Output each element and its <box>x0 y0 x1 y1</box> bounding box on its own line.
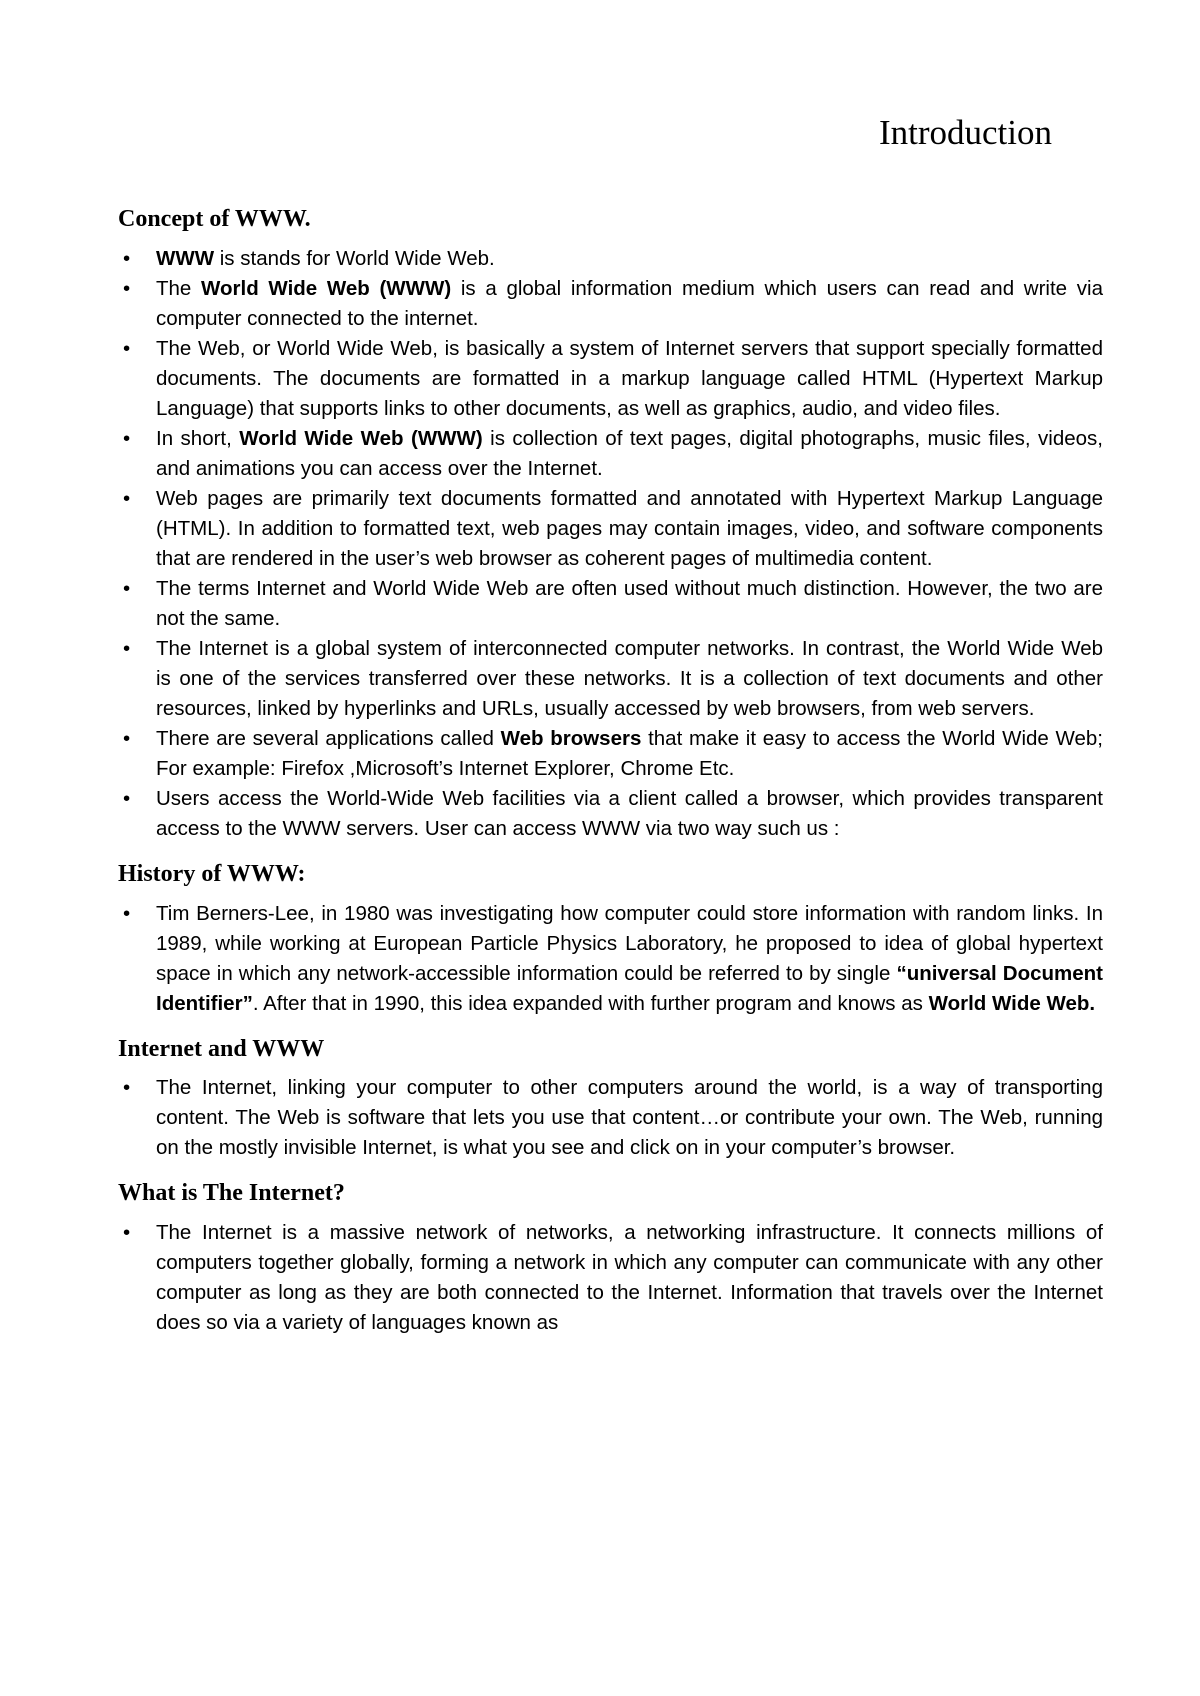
bullet-item <box>118 574 1103 634</box>
bullet-item <box>118 244 1103 274</box>
text-run: There are several applications called <box>156 726 501 750</box>
section-2 <box>118 860 1103 1019</box>
bullet-icon: • <box>123 576 131 600</box>
bullet-item <box>118 724 1103 784</box>
text-run: is collection of text pages, digital photographs, music files, videos, and animations you can access over the Internet. <box>156 426 1103 480</box>
section-heading: What is The Internet? <box>118 1180 345 1207</box>
bullet-icon: • <box>123 901 131 925</box>
bullet-icon: • <box>123 246 131 270</box>
text-run: The Internet, linking your computer to other computers around the world, is a way of transporting content. The Web is software that lets you use that content…or contribute your own. The Web, running on the mostly invisible Internet, is what you see and click on in your computer’s browser. <box>156 1076 1103 1160</box>
text-run: is a global information medium which users can read and write via computer connected to the internet. <box>156 276 1103 330</box>
text-run: The Web, or World Wide Web, is basically a system of Internet servers that support specially formatted documents. The documents are formatted in a markup language called HTML (Hypertext Markup Language) that supports links to other documents, as well as graphics, audio, and video files. <box>156 336 1103 420</box>
bullet-item <box>118 1073 1103 1163</box>
section-4 <box>118 1179 1103 1338</box>
bullet-icon: • <box>123 636 131 660</box>
bullet-item <box>118 899 1103 1019</box>
text-run: Web pages are primarily text documents formatted and annotated with Hypertext Markup Language (HTML). In addition to formatted text, web pages may contain images, video, and software components that are rendered in the user’s web browser as coherent pages of multimedia content. <box>156 486 1103 570</box>
text-run: The <box>156 276 202 300</box>
bullet-icon: • <box>123 426 131 450</box>
bullet-icon: • <box>123 1076 131 1100</box>
bold-text: World Wide Web (WWW) <box>239 426 483 450</box>
section-heading: History of WWW: <box>118 860 306 887</box>
text-run: Tim Berners-Lee, in 1980 was investigating how computer could store information with random links. In 1989, while working at European Particle Physics Laboratory, he proposed to idea of global hypertext space in which any network-accessible information could be referred to by single <box>156 901 1103 985</box>
text-run: that make it easy to access the World Wide Web; For example: Firefox ,Microsoft’s Internet Explorer, Chrome Etc. <box>156 726 1104 780</box>
document-body <box>118 205 1103 1354</box>
bullet-icon: • <box>123 786 131 810</box>
text-run: Users access the World-Wide Web facilities via a client called a browser, which provides transparent access to the WWW servers. User can access WWW via two way such us : <box>156 786 1103 840</box>
bullet-icon: • <box>123 1221 131 1245</box>
bold-text: World Wide Web. <box>928 991 1096 1015</box>
bullet-icon: • <box>123 486 131 510</box>
bullet-list <box>118 1073 1103 1163</box>
section-heading: Internet and WWW <box>118 1035 325 1062</box>
bullet-item <box>118 334 1103 424</box>
bullet-item <box>118 634 1103 724</box>
text-run: The Internet is a massive network of networks, a networking infrastructure. It connects millions of computers together globally, forming a network in which any computer can communicate with any other computer as long as they are both connected to the Internet. Information that travels over the Internet does so via a variety of languages known as <box>156 1221 1103 1335</box>
text-run: The terms Internet and World Wide Web are often used without much distinction. However, the two are not the same. <box>156 576 1103 630</box>
text-run: is stands for World Wide Web. <box>214 246 495 270</box>
bold-text: WWW <box>156 246 215 270</box>
section-1 <box>118 205 1103 844</box>
bullet-item <box>118 784 1103 844</box>
bold-text: “universal Document Identifier” <box>156 961 1103 1015</box>
bullet-icon: • <box>123 276 131 300</box>
bullet-icon: • <box>123 726 131 750</box>
bullet-list <box>118 899 1103 1019</box>
bullet-item <box>118 1218 1103 1338</box>
bullet-list <box>118 244 1103 844</box>
bullet-item <box>118 484 1103 574</box>
bullet-icon: • <box>123 336 131 360</box>
bold-text: World Wide Web (WWW) <box>201 276 452 300</box>
section-heading: Concept of WWW. <box>118 206 311 232</box>
bullet-list <box>118 1218 1103 1338</box>
page-title: Introduction <box>878 113 1052 152</box>
text-run: In short, <box>156 426 240 450</box>
text-run: The Internet is a global system of interconnected computer networks. In contrast, the World Wide Web is one of the services transferred over these networks. It is a collection of text documents and other resources, linked by hyperlinks and URLs, usually accessed by web browsers, from web servers. <box>156 636 1103 720</box>
text-run: . After that in 1990, this idea expanded with further program and knows as <box>252 991 929 1015</box>
bullet-item <box>118 424 1103 484</box>
bullet-item <box>118 274 1103 334</box>
bold-text: Web browsers <box>500 726 642 750</box>
section-3 <box>118 1035 1103 1164</box>
